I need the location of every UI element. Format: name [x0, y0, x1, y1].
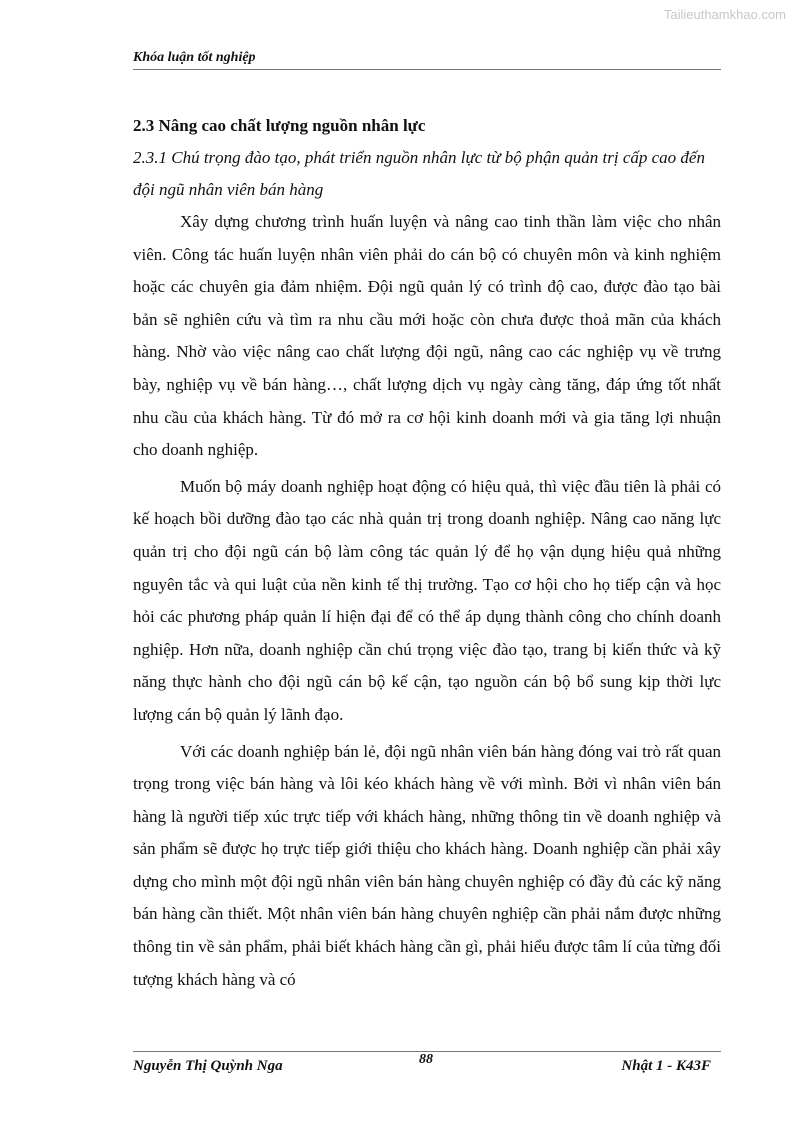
header-title: Khóa luận tốt nghiệp — [133, 50, 256, 65]
section-title: 2.3 Nâng cao chất lượng nguồn nhân lực — [133, 116, 426, 135]
page-number: 88 — [419, 1052, 433, 1067]
footer-author: Nguyễn Thị Quỳnh Nga — [133, 1058, 283, 1074]
body-paragraph: Với các doanh nghiệp bán lẻ, đội ngũ nhân viên bán hàng đóng vai trò rất quan trọng trong việc bán hàng và lôi kéo khách hàng về với mình. Bởi vì nhân viên bán hàng là người tiếp xúc trực tiếp với khách hàng, những thông tin về doanh nghiệp và sản phẩm sẽ được họ trực tiếp giới thiệu cho khách hàng. Doanh nghiệp cần phải xây dựng cho mình một đội ngũ nhân viên bán hàng chuyên nghiệp có đầy đủ các kỹ năng bán hàng cần thiết. Một nhân viên bán hàng chuyên nghiệp cần phải nắm được những thông tin về sản phẩm, phải biết khách hàng cần gì, phải hiểu được tâm lí của từng đối tượng khách hàng và có — [133, 741, 721, 989]
page-footer — [133, 1051, 721, 1074]
page-header — [133, 50, 721, 70]
body-paragraph: Xây dựng chương trình huấn luyện và nâng cao tinh thần làm việc cho nhân viên. Công tác huấn luyện nhân viên phải do cán bộ có chuyên môn và kinh nghiệm hoặc các chuyên gia đảm nhiệm. Đội ngũ quản lý có trình độ cao, được đào tạo bài bản sẽ nghiên cứu và tìm ra nhu cầu mới hoặc còn chưa được thoả mãn của khách hàng. Nhờ vào việc nâng cao chất lượng đội ngũ, nâng cao các nghiệp vụ về trưng bày, nghiệp vụ về bán hàng…, chất lượng dịch vụ ngày càng tăng, đáp ứng tốt nhất nhu cầu của khách hàng. Từ đó mở ra cơ hội kinh doanh mới và gia tăng lợi nhuận cho doanh nghiệp. — [133, 212, 721, 460]
page-body — [133, 114, 721, 1000]
watermark-text: Tailieuthamkhao.com — [663, 7, 786, 22]
subsection-title: 2.3.1 Chú trọng đào tạo, phát triển nguồn nhân lực từ bộ phận quản trị cấp cao đến đội ngũ nhân viên bán hàng — [133, 148, 705, 199]
body-paragraph: Muốn bộ máy doanh nghiệp hoạt động có hiệu quả, thì việc đầu tiên là phải có kế hoạch bồi dưỡng đào tạo các nhà quản trị trong doanh nghiệp. Nâng cao năng lực quản trị cho đội ngũ cán bộ làm công tác quản lý để họ vận dụng hiệu quả những nguyên tắc và qui luật của nền kinh tế thị trường. Tạo cơ hội cho họ tiếp cận và học hỏi các phương pháp quản lí hiện đại để có thể áp dụng thành công cho chính doanh nghiệp. Hơn nữa, doanh nghiệp cần chú trọng việc đào tạo, trang bị kiến thức và kỹ năng thực hành cho đội ngũ cán bộ kế cận, tạo nguồn cán bộ bổ sung kịp thời lực lượng cán bộ quản lý lãnh đạo. — [133, 476, 721, 724]
footer-class: Nhật 1 - K43F — [621, 1058, 711, 1074]
